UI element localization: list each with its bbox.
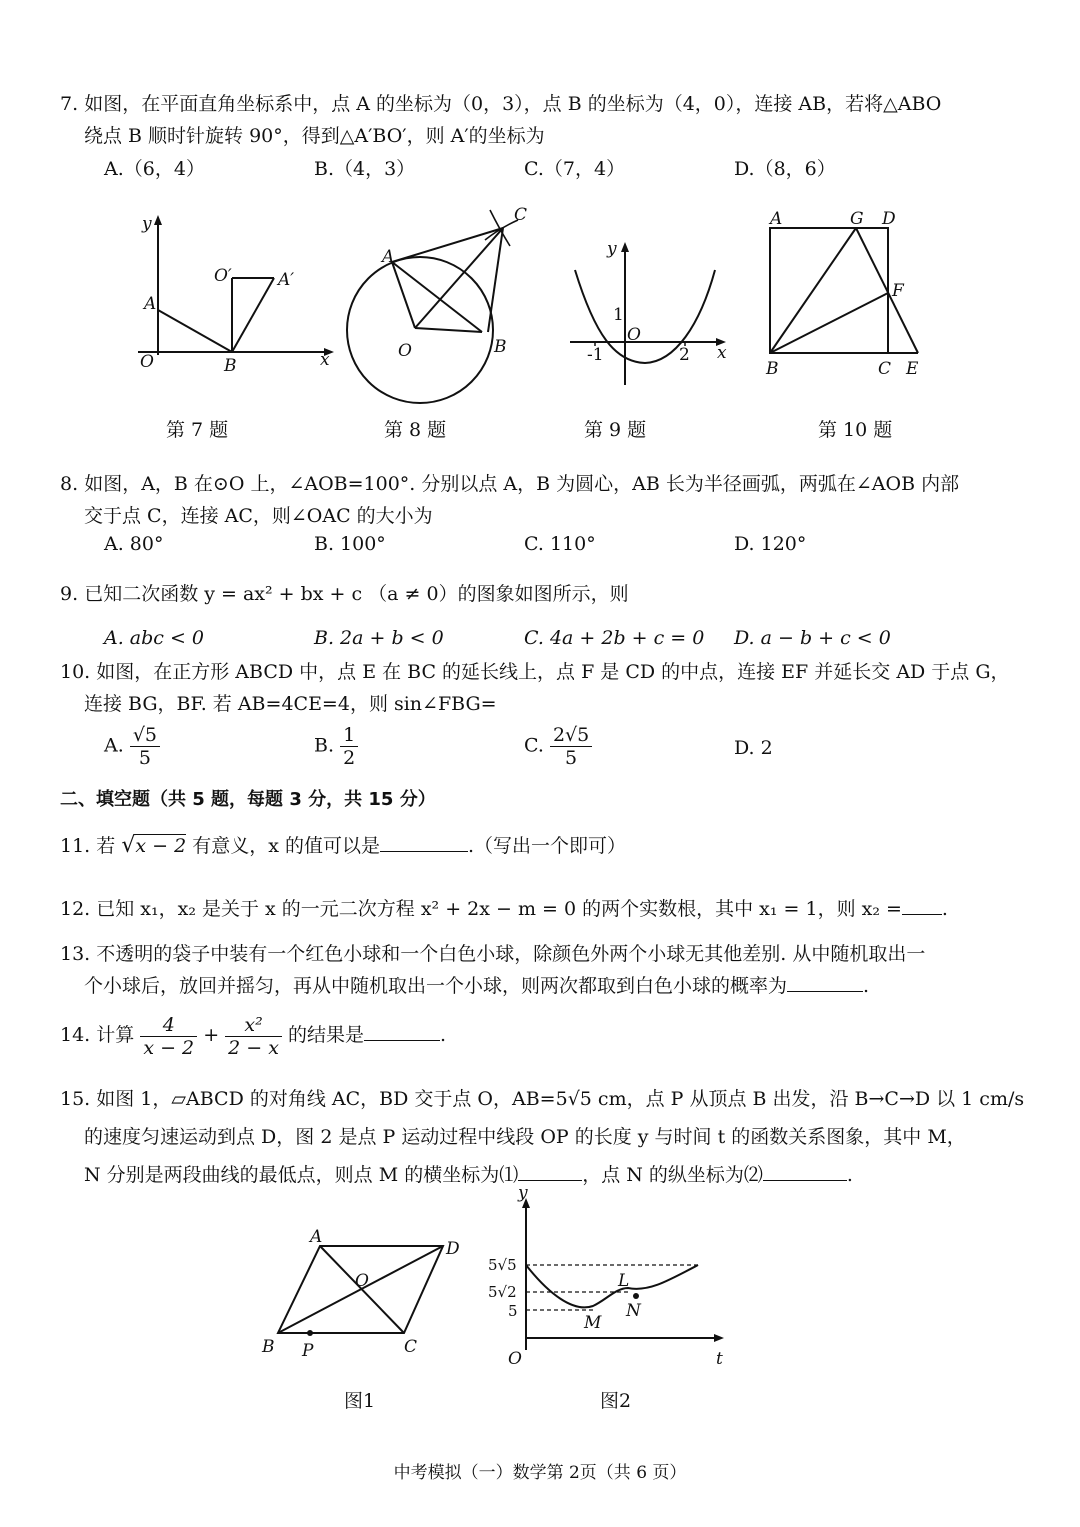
- q10-b-den: 2: [343, 747, 356, 769]
- fig15-1-caption: 图1: [344, 1390, 376, 1412]
- q13-stem-1: 不透明的袋子中装有一个红色小球和一个白色小球，除颜色外两个小球无其他差别. 从中随机取出一: [96, 943, 926, 965]
- q7-options: [104, 154, 1004, 188]
- fig10-label-c: C: [878, 359, 892, 379]
- fig15-1-label-d: D: [446, 1239, 460, 1259]
- question-9: [60, 578, 1040, 610]
- figure-10: [758, 210, 938, 385]
- fig8-caption: 第 8 题: [384, 419, 447, 441]
- q10-option-c: [524, 724, 592, 769]
- q10-option-d: D. 2: [734, 737, 773, 759]
- q13-number: 13.: [60, 943, 91, 965]
- q8-stem-1: 如图，A，B 在⊙O 上，∠AOB=100°. 分别以点 A，B 为圆心，AB 长为半径画弧，两弧在∠AOB 内部: [84, 473, 960, 495]
- fig15-2-label-5sqrt2: 5√2: [488, 1283, 517, 1301]
- fig9-label-2: 2: [679, 345, 690, 365]
- q11-tail: .（写出一个即可）: [467, 835, 627, 857]
- q11-pre: 若: [96, 835, 116, 857]
- fig7-label-a: A: [144, 294, 157, 314]
- fig15-2-label-t: t: [716, 1349, 723, 1369]
- q8-number: 8.: [60, 473, 79, 495]
- fig15-1-label-p: P: [302, 1341, 314, 1361]
- q13-answer-blank[interactable]: [787, 971, 863, 992]
- q10-c-label: C.: [524, 734, 544, 757]
- q15-stem-2: 的速度匀速运动到点 D，图 2 是点 P 运动过程中线段 OP 的长度 y 与时间 t 的函数关系图象，其中 M，: [84, 1126, 966, 1148]
- q11-radicand: x − 2: [135, 835, 187, 857]
- question-13: [60, 938, 1040, 1002]
- q15-number: 15.: [60, 1088, 91, 1110]
- q9-option-c: C. 4a + 2b + c = 0: [524, 627, 705, 649]
- q14-frac2-den: 2 − x: [228, 1036, 279, 1059]
- question-15: [60, 1080, 1040, 1194]
- section-2-title: 二、填空题（共 5 题，每题 3 分，共 15 分）: [60, 789, 436, 810]
- question-11: 11. 若 √x − 2 有意义，x 的值可以是 .（写出一个即可）: [60, 833, 627, 858]
- q10-c-num: 2√5: [550, 724, 592, 747]
- fig7-label-y: y: [142, 214, 152, 234]
- fig15-2-label-l: L: [618, 1271, 630, 1291]
- q15-stem-1: 如图 1，▱ABCD 的对角线 AC，BD 交于点 O，AB=5√5 cm，点 P 从顶点 B 出发，沿 B→C→D 以 1 cm/s: [96, 1088, 1025, 1110]
- q14-answer-blank[interactable]: [364, 1020, 440, 1041]
- fig15-2-label-5: 5: [508, 1302, 518, 1320]
- q9-option-a: A. abc < 0: [104, 627, 205, 649]
- q8-options: [104, 533, 1004, 567]
- q14-number: 14.: [60, 1024, 91, 1046]
- q11-number: 11.: [60, 835, 91, 857]
- fig9-label-1: 1: [613, 305, 624, 325]
- q8-stem-2: 交于点 C，连接 AC，则∠OAC 的大小为: [84, 505, 433, 527]
- q8-option-a: A. 80°: [104, 533, 164, 555]
- q7-option-d: D.（8，6）: [734, 158, 836, 180]
- q10-options: [104, 724, 1004, 780]
- fig7-caption: 第 7 题: [166, 419, 229, 441]
- q9-number: 9.: [60, 583, 79, 605]
- fig9-label-neg1: -1: [587, 345, 604, 365]
- q10-b-label: B.: [314, 734, 335, 757]
- fig7-label-o-prime: O′: [214, 266, 232, 286]
- fig9-label-x: x: [717, 343, 727, 363]
- page-footer: 中考模拟（一）数学第 2页（共 6 页）: [393, 1463, 687, 1483]
- figure-15-2: [488, 1188, 738, 1373]
- q12-text: 已知 x₁，x₂ 是关于 x 的一元二次方程 x² + 2x − m = 0 的两个实数根，其中 x₁ = 1，则 x₂ =: [96, 898, 902, 920]
- q13-tail: .: [863, 975, 870, 997]
- fig7-label-o: O: [140, 352, 154, 372]
- fig15-2-label-n: N: [626, 1301, 641, 1321]
- q7-number: 7.: [60, 93, 79, 115]
- question-10: [60, 656, 1040, 720]
- q12-number: 12.: [60, 898, 91, 920]
- q10-stem-1: 如图，在正方形 ABCD 中，点 E 在 BC 的延长线上，点 F 是 CD 的中点，连接 EF 并延长交 AD 于点 G，: [96, 661, 1010, 683]
- fig8-label-o: O: [398, 341, 412, 361]
- figure-15-1: [258, 1228, 468, 1363]
- q7-stem-2: 绕点 B 顺时针旋转 90°，得到△A′BO′，则 A′的坐标为: [84, 125, 545, 147]
- q12-answer-blank[interactable]: [902, 894, 942, 915]
- fig7-label-a-prime: A′: [278, 270, 295, 290]
- q10-option-a: [104, 724, 160, 769]
- fig7-label-b: B: [224, 356, 237, 376]
- question-7: [60, 88, 1040, 152]
- fig8-label-c: C: [514, 205, 528, 225]
- q14-frac2-num: x²: [225, 1014, 282, 1037]
- fig15-2-label-m: M: [584, 1313, 602, 1333]
- q15-answer-blank-1[interactable]: [518, 1160, 582, 1181]
- fig15-1-label-o: O: [355, 1271, 369, 1291]
- q7-line1: [60, 88, 1040, 120]
- fig7-label-x: x: [320, 350, 330, 370]
- fig10-label-f: F: [892, 281, 904, 301]
- fig9-label-o: O: [627, 325, 641, 345]
- q7-stem-1: 如图，在平面直角坐标系中，点 A 的坐标为（0，3），点 B 的坐标为（4，0），连接 AB，若将△ABO: [84, 93, 942, 115]
- q14-pre: 计算: [96, 1024, 135, 1046]
- fig9-label-y: y: [607, 239, 617, 259]
- q8-option-c: C. 110°: [524, 533, 596, 555]
- q10-option-b: [314, 724, 358, 769]
- q9-stem: 已知二次函数 y = ax² + bx + c （a ≠ 0）的图象如图所示，则: [84, 583, 629, 605]
- fig15-1-label-c: C: [404, 1337, 418, 1357]
- q9-option-b: B. 2a + b < 0: [314, 627, 444, 649]
- q10-a-num: √5: [130, 724, 160, 747]
- q8-option-b: B. 100°: [314, 533, 386, 555]
- question-12: [60, 893, 1040, 925]
- q11-answer-blank[interactable]: [380, 831, 468, 852]
- fig8-label-b: B: [494, 337, 507, 357]
- figure-7: [128, 205, 343, 380]
- q10-b-num: 1: [340, 724, 358, 747]
- q14-plus: +: [203, 1024, 220, 1046]
- q7-option-b: B.（4，3）: [314, 158, 416, 180]
- q10-a-den: 5: [138, 747, 151, 769]
- q13-stem-2: 个小球后，放回并摇匀，再从中随机取出一个小球，则两次都取到白色小球的概率为: [84, 975, 788, 997]
- q11-post: 有意义，x 的值可以是: [192, 835, 380, 857]
- question-8: [60, 468, 1040, 532]
- q15-stem-3b: ，点 N 的纵坐标为⑵: [582, 1164, 763, 1186]
- fig10-label-e: E: [906, 359, 919, 379]
- figure-9: [565, 230, 735, 390]
- fig15-2-label-o: O: [508, 1349, 522, 1369]
- q10-stem-2: 连接 BG，BF. 若 AB=4CE=4，则 sin∠FBG=: [84, 693, 497, 715]
- q12-tail: .: [941, 898, 948, 920]
- fig15-2-caption: 图2: [600, 1390, 632, 1412]
- q10-c-den: 5: [565, 747, 578, 769]
- q10-number: 10.: [60, 661, 91, 683]
- q14-tail: .: [440, 1024, 447, 1046]
- q8-option-d: D. 120°: [734, 533, 807, 555]
- fig15-1-label-a: A: [310, 1228, 323, 1247]
- fig15-2-label-5sqrt5: 5√5: [488, 1256, 517, 1274]
- fig10-label-b: B: [766, 359, 779, 379]
- q14-post: 的结果是: [288, 1024, 365, 1046]
- fig10-label-g: G: [850, 210, 864, 229]
- fig10-caption: 第 10 题: [818, 419, 893, 441]
- fig10-label-a: A: [770, 210, 783, 229]
- q10-a-label: A.: [104, 734, 124, 757]
- q14-frac1-num: 4: [140, 1014, 197, 1037]
- q9-option-d: D. a − b + c < 0: [734, 627, 891, 649]
- q7-option-a: A.（6，4）: [104, 158, 205, 180]
- q14-frac1-den: x − 2: [143, 1036, 195, 1059]
- fig9-caption: 第 9 题: [584, 419, 647, 441]
- question-14: [60, 1008, 1040, 1062]
- q15-tail: .: [846, 1164, 853, 1186]
- q15-answer-blank-2[interactable]: [763, 1160, 847, 1181]
- fig10-label-d: D: [882, 210, 896, 229]
- fig15-1-label-b: B: [262, 1337, 275, 1357]
- q15-stem-3a: N 分别是两段曲线的最低点，则点 M 的横坐标为⑴: [84, 1164, 519, 1186]
- fig8-label-a: A: [382, 247, 395, 267]
- fig15-2-label-y: y: [518, 1188, 528, 1203]
- q7-option-c: C.（7，4）: [524, 158, 626, 180]
- figure-8: [340, 200, 540, 415]
